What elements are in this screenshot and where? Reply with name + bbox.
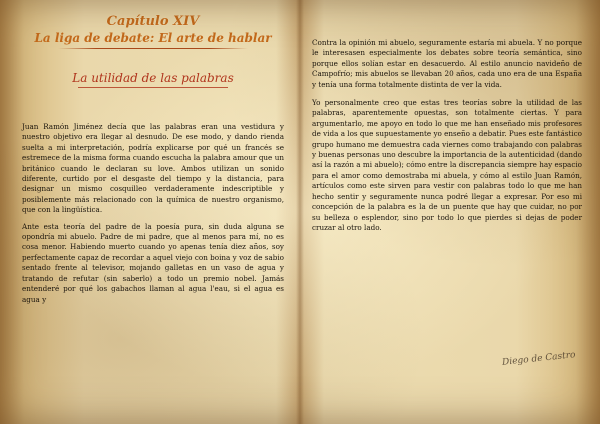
right-page-body [312, 38, 582, 233]
paragraph: Ante esta teoría del padre de la poesía pura, sin duda alguna se opondría mi abuelo. Padre de mi padre, que al menos para mí, no es cosa menor. Habiendo muerto cuando yo apenas tenía diez años, soy perfectamente capaz de recordar a aquel viejo con boina y voz de sabio sentado frente al televisor, mojando galletas en un vaso de agua y tratando de refutar (sin saberlo) a todo un premio nobel. Jamás entenderé por qué los gabachos llaman al agua l'eau, si el agua es agua y [22, 221, 284, 304]
chapter-title: La liga de debate: El arte de hablar [34, 31, 272, 45]
chapter-label: Capítulo XIV [106, 14, 200, 29]
chapter-heading [22, 14, 284, 49]
left-page [22, 0, 284, 424]
paragraph: Juan Ramón Jiménez decía que las palabras eran una vestidura y nuestro objetivo era llegar al desnudo. De ese modo, y dando rienda suelta a mi interpretación, podría explicarse por qué un francés se estremece de la misma forma cuando escucha la palabra amour que un británico cuando le declaran su love. Ambos utilizan un sonido diferente, curtido por el desgaste del tiempo y la distancia, para designar un mismo cosquilleo verdaderamente indescriptible y posiblemente más relacionado con la química de nuestro organismo, que con la lingüística. [22, 122, 284, 215]
paragraph: Yo personalmente creo que estas tres teorías sobre la utilidad de las palabras, aparentemente opuestas, son totalmente ciertas. Y para argumentarlo, me apoyo en todo lo que me han enseñado mis profesores de vida a los que supuestamente yo enseño a debatir. Pues este fantástico grupo humano me demuestra cada viernes como trabajando con palabras y buenas personas uno descubre la importancia de la autenticidad (dando así la razón a mi abuelo); cómo entre la discrepancia siempre hay espacio para el amor como demostraba mi abuela, y cómo al estilo Juan Ramón, artículos como este sirven para vestir con palabras todo lo que me han hecho sentir y seguramente nunca podré llegar a expresar. Por eso mi concepción de la palabra es la de un puente que hay que cuidar, no por su belleza o esplendor, sino por todo lo que pierdes si dejas de poder cruzar al otro lado. [312, 98, 582, 232]
author-signature: Diego de Castro [502, 350, 577, 368]
book-gutter [296, 0, 304, 424]
paragraph: Contra la opinión mi abuelo, seguramente estaría mi abuela. Y no porque le interesasen especialmente los debates sobre teoría semántica, sino porque ellos solían estar en desacuerdo. Al estilo anuncio navideño de Campofrío; mis abuelos se llevaban 20 años, cada uno era de una España y tenía una forma totalmente distinta de ver la vida. [312, 38, 582, 89]
left-page-body [22, 122, 284, 305]
chapter-divider [58, 48, 248, 49]
section-title: La utilidad de las palabras [72, 71, 234, 85]
section-underline [78, 87, 228, 88]
